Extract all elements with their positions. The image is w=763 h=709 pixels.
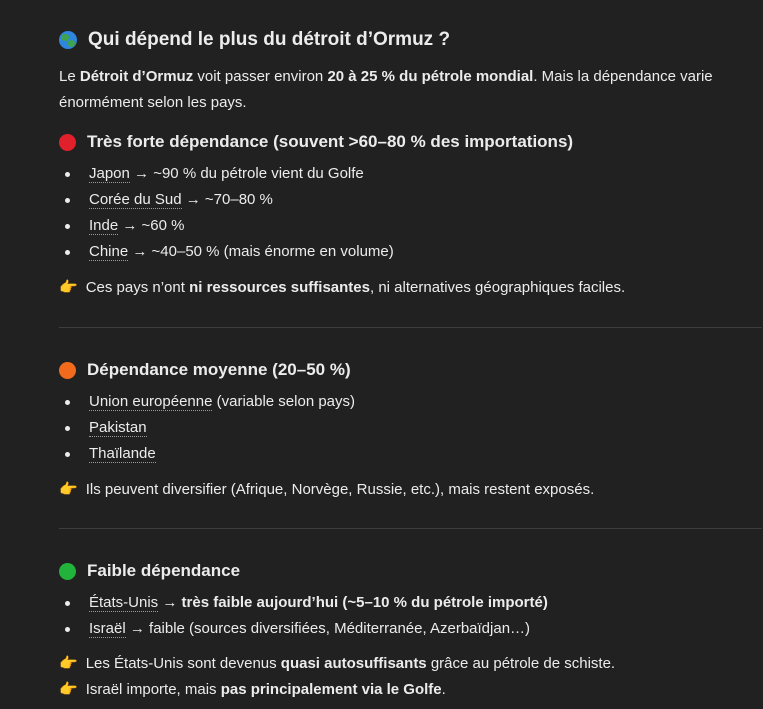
- list-medium: [59, 389, 355, 467]
- intro-text: . Mais la dépendance varie énormément selon les pays.: [59, 68, 713, 111]
- note: [59, 478, 594, 500]
- list-very-high: [59, 161, 394, 265]
- globe-icon: [59, 31, 77, 49]
- note: [59, 276, 625, 298]
- item-bold: très faible aujourd’hui (~5–10 % du pétrole importé): [181, 594, 548, 611]
- list-item: [59, 590, 548, 616]
- item-text: →: [158, 594, 182, 611]
- country-link-inde[interactable]: Inde: [89, 217, 119, 234]
- intro-text: Le: [59, 68, 80, 85]
- country-link-chine[interactable]: Chine: [89, 243, 129, 260]
- country-link-pakistan[interactable]: Pakistan: [89, 419, 147, 436]
- list-item: [59, 441, 355, 467]
- item-text: → ~60 %: [118, 217, 185, 234]
- item-text: (variable selon pays): [212, 393, 356, 410]
- list-item: [59, 415, 355, 441]
- pointing-hand-icon: 👉: [59, 655, 78, 672]
- heading-text: Dépendance moyenne (20–50 %): [87, 360, 351, 379]
- pointing-hand-icon: 👉: [59, 481, 78, 498]
- intro-paragraph: [59, 64, 749, 116]
- item-text: → ~70–80 %: [181, 191, 273, 208]
- pointing-hand-icon: 👉: [59, 681, 78, 698]
- intro-bold: Détroit d’Ormuz: [79, 68, 194, 85]
- section-title: [59, 29, 450, 51]
- green-circle-icon: [59, 563, 76, 580]
- heading-very-high: [59, 132, 573, 152]
- divider: [59, 327, 762, 328]
- country-link-etats-unis[interactable]: États-Unis: [89, 594, 159, 611]
- country-link-israel[interactable]: Israël: [89, 620, 126, 637]
- red-circle-icon: [59, 134, 76, 151]
- note-text: Israël importe, mais pas principalement via le Golfe.: [85, 680, 446, 698]
- country-link-ue[interactable]: Union européenne: [89, 393, 213, 410]
- note: [59, 652, 615, 674]
- list-item: [59, 213, 394, 239]
- list-item: [59, 389, 355, 415]
- heading-text: Très forte dépendance (souvent >60–80 % des importations): [87, 132, 574, 151]
- item-text: → ~90 % du pétrole vient du Golfe: [129, 165, 364, 182]
- item-text: → ~40–50 % (mais énorme en volume): [128, 243, 394, 260]
- divider: [59, 528, 762, 529]
- intro-bold: 20 à 25 % du pétrole mondial: [327, 68, 534, 85]
- note-text: Ils peuvent diversifier (Afrique, Norvège, Russie, etc.), mais restent exposés.: [85, 480, 595, 498]
- country-link-japon[interactable]: Japon: [89, 165, 130, 182]
- list-item: [59, 616, 548, 642]
- country-link-thailande[interactable]: Thaïlande: [89, 445, 156, 462]
- list-item: [59, 187, 394, 213]
- note: [59, 678, 446, 700]
- list-low: [59, 590, 548, 642]
- country-link-coree[interactable]: Corée du Sud: [89, 191, 182, 208]
- heading-text: Faible dépendance: [87, 561, 241, 580]
- list-item: [59, 161, 394, 187]
- intro-text: voit passer environ: [193, 68, 328, 85]
- title-text: Qui dépend le plus du détroit d’Ormuz ?: [88, 29, 451, 50]
- orange-circle-icon: [59, 362, 76, 379]
- list-item: [59, 239, 394, 265]
- item-text: → faible (sources diversifiées, Méditerranée, Azerbaïdjan…): [125, 620, 531, 637]
- heading-medium: [59, 360, 351, 380]
- pointing-hand-icon: 👉: [59, 279, 78, 296]
- heading-low: [59, 561, 240, 581]
- note-text: Ces pays n’ont ni ressources suffisantes, ni alternatives géographiques faciles.: [85, 278, 626, 296]
- note-text: Les États-Unis sont devenus quasi autosuffisants grâce au pétrole de schiste.: [85, 654, 616, 672]
